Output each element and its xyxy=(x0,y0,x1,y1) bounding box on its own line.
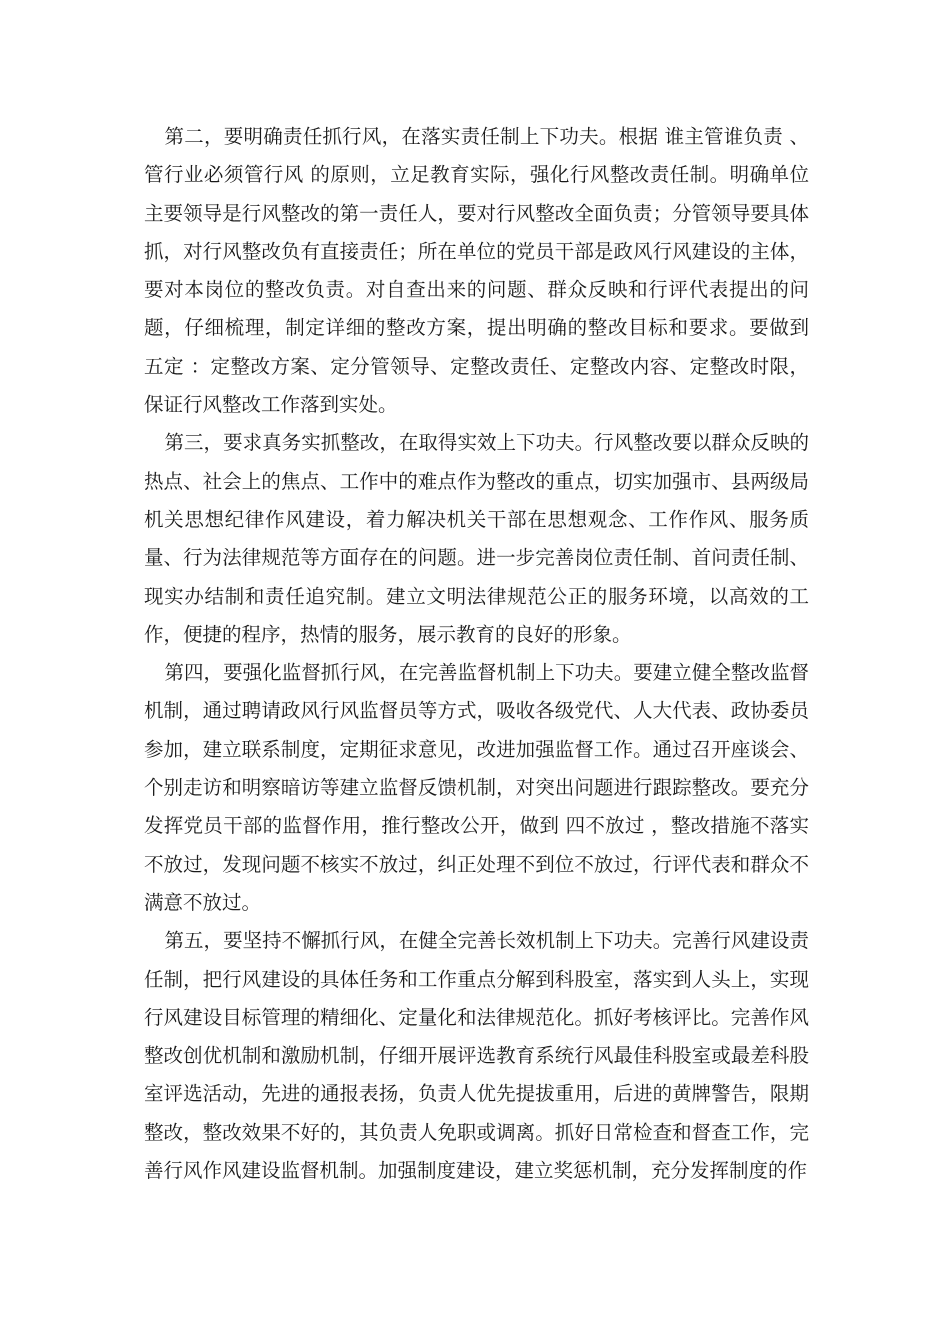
paragraph-fourth: 第四，要强化监督抓行风，在完善监督机制上下功夫。要建立健全整改监督机制，通过聘请政风行风监督员等方式，吸收各级党代、人大代表、政协委员参加，建立联系制度，定期征求意见，改进加强监督工作。通过召开座谈会、个别走访和明察暗访等建立监督反馈机制，对突出问题进行跟踪整改。要充分发挥党员干部的监督作用，推行整改公开，做到 四不放过 ，整改措施不落实不放过，发现问题不核实不放过，纠正处理不到位不放过，行评代表和群众不满意不放过。 xyxy=(144,661,809,914)
paragraph-second: 第二，要明确责任抓行风，在落实责任制上下功夫。根据 谁主管谁负责 、管行业必须管行风 的原则，立足教育实际，强化行风整改责任制。明确单位主要领导是行风整改的第一责任人，要对行风整改全面负责；分管领导要具体抓，对行风整改负有直接责任；所在单位的党员干部是政风行风建设的主体，要对本岗位的整改负责。对自查出来的问题、群众反映和行评代表提出的问题，仔细梳理，制定详细的整改方案，提出明确的整改目标和要求。要做到 五定 ：定整改方案、定分管领导、定整改责任、定整改内容、定整改时限，保证行风整改工作落到实处。 xyxy=(144,125,816,417)
document-body xyxy=(144,118,816,1190)
paragraph-fifth: 第五，要坚持不懈抓行风，在健全完善长效机制上下功夫。完善行风建设责任制，把行风建设的具体任务和工作重点分解到科股室，落实到人头上，实现行风建设目标管理的精细化、定量化和法律规范化。抓好考核评比。完善作风整改创优机制和激励机制，仔细开展评选教育系统行风最佳科股室或最差科股室评选活动，先进的通报表扬，负责人优先提拔重用，后进的黄牌警告，限期整改，整改效果不好的，其负责人免职或调离。抓好日常检查和督查工作，完善行风作风建设监督机制。加强制度建设，建立奖惩机制，充分发挥制度的作 xyxy=(144,929,809,1183)
paragraph-third: 第三，要求真务实抓整改，在取得实效上下功夫。行风整改要以群众反映的热点、社会上的焦点、工作中的难点作为整改的重点，切实加强市、县两级局机关思想纪律作风建设，着力解决机关干部在思想观念、工作作风、服务质量、行为法律规范等方面存在的问题。进一步完善岗位责任制、首问责任制、现实办结制和责任追究制。建立文明法律规范公正的服务环境，以高效的工作，便捷的程序，热情的服务，展示教育的良好的形象。 xyxy=(144,431,809,646)
